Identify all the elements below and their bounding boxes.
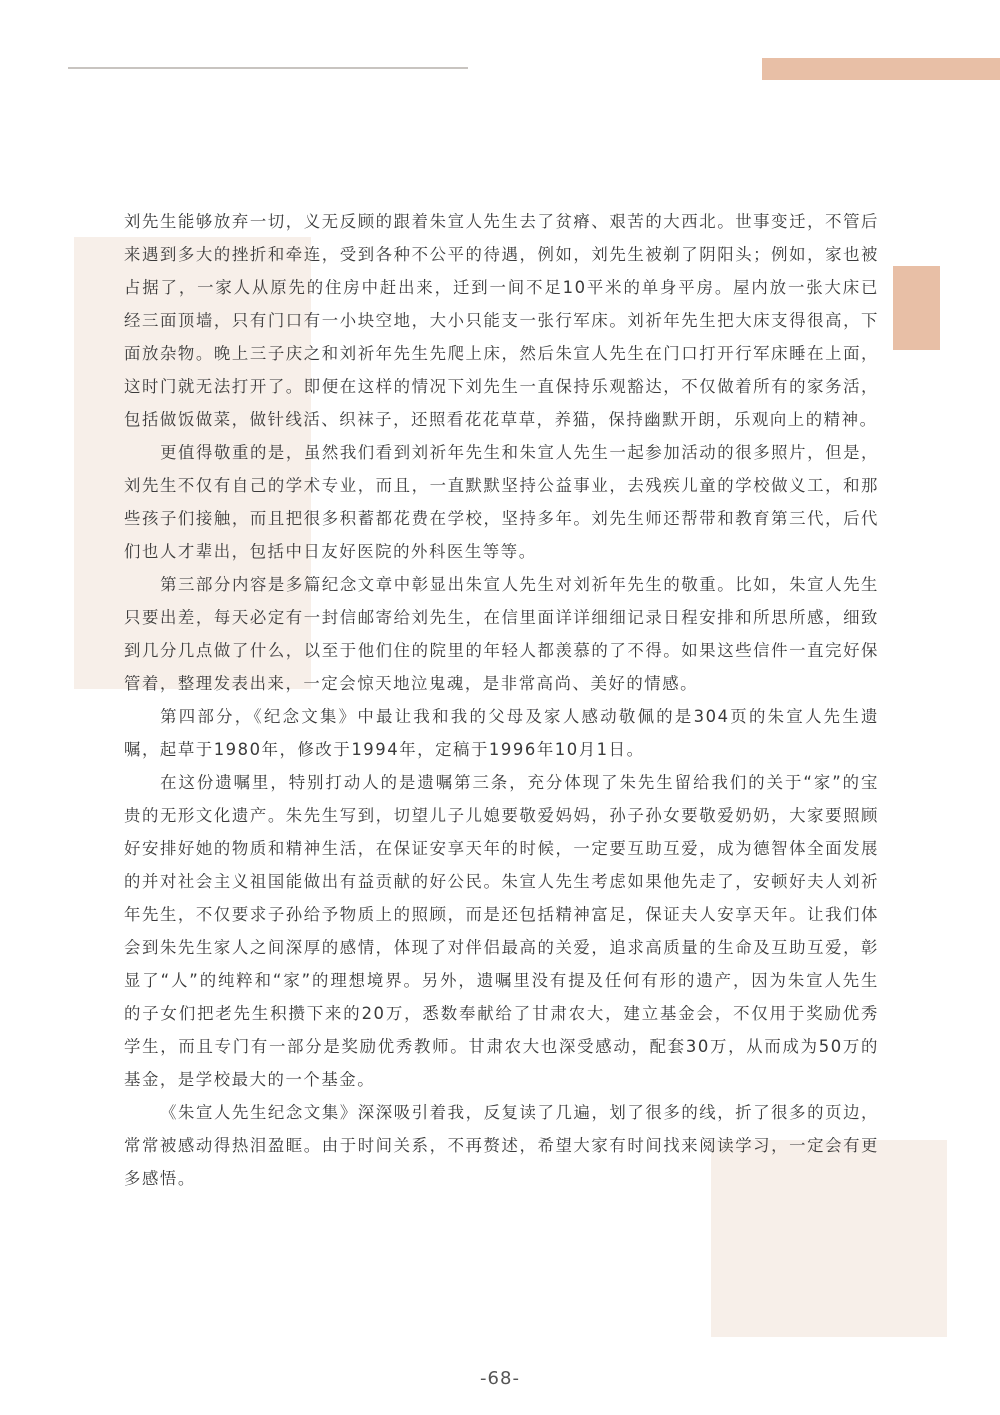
header-rule [68,67,468,69]
page-number: -68- [480,1368,520,1389]
header-accent-bar [762,58,1000,80]
paragraph: 《朱宣人先生纪念文集》深深吸引着我，反复读了几遍，划了很多的线，折了很多的页边，常常被感动得热泪盈眶。由于时间关系，不再赘述，希望大家有时间找来阅读学习，一定会有更多感悟。 [124,1103,879,1188]
paragraph: 在这份遗嘱里，特别打动人的是遗嘱第三条，充分体现了朱先生留给我们的关于“家”的宝贵的无形文化遗产。朱先生写到，切望儿子儿媳要敬爱妈妈，孙子孙女要敬爱奶奶，大家要照顾好安排好她的物质和精神生活，在保证安享天年的时候，一定要互助互爱，成为德智体全面发展的并对社会主义祖国能做出有益贡献的好公民。朱宣人先生考虑如果他先走了，安顿好夫人刘祈年先生，不仅要求子孙给予物质上的照顾，而是还包括精神富足，保证夫人安享天年。让我们体会到朱先生家人之间深厚的感情，体现了对伴侣最高的关爱，追求高质量的生命及互助互爱，彰显了“人”的纯粹和“家”的理想境界。另外，遗嘱里没有提及任何有形的遗产，因为朱宣人先生的子女们把老先生积攒下来的20万，悉数奉献给了甘肃农大，建立基金会，不仅用于奖励优秀学生，而且专门有一部分是奖励优秀教师。甘肃农大也深受感动，配套30万，从而成为50万的基金，是学校最大的一个基金。 [124,773,879,1089]
paragraph: 第三部分内容是多篇纪念文章中彰显出朱宣人先生对刘祈年先生的敬重。比如，朱宣人先生只要出差，每天必定有一封信邮寄给刘先生，在信里面详详细细记录日程安排和所思所感，细致到几分几点做了什么，以至于他们住的院里的年轻人都羡慕的了不得。如果这些信件一直完好保管着，整理发表出来，一定会惊天地泣鬼魂，是非常高尚、美好的情感。 [124,575,879,693]
article-body [124,205,879,1195]
side-accent-tab [893,266,940,350]
paragraph: 更值得敬重的是，虽然我们看到刘祈年先生和朱宣人先生一起参加活动的很多照片，但是，刘先生不仅有自己的学术专业，而且，一直默默坚持公益事业，去残疾儿童的学校做义工，和那些孩子们接触，而且把很多积蓄都花费在学校，坚持多年。刘先生师还帮带和教育第三代，后代们也人才辈出，包括中日友好医院的外科医生等等。 [124,443,879,561]
paragraph: 刘先生能够放弃一切，义无反顾的跟着朱宣人先生去了贫瘠、艰苦的大西北。世事变迁，不管后来遇到多大的挫折和牵连，受到各种不公平的待遇，例如，刘先生被剃了阴阳头；例如，家也被占据了，一家人从原先的住房中赶出来，迁到一间不足10平米的单身平房。屋内放一张大床已经三面顶墙，只有门口有一小块空地，大小只能支一张行军床。刘祈年先生把大床支得很高，下面放杂物。晚上三子庆之和刘祈年先生先爬上床，然后朱宣人先生在门口打开行军床睡在上面，这时门就无法打开了。即便在这样的情况下刘先生一直保持乐观豁达，不仅做着所有的家务活，包括做饭做菜，做针线活、织袜子，还照看花花草草，养猫，保持幽默开朗，乐观向上的精神。 [124,212,879,429]
paragraph: 第四部分，《纪念文集》中最让我和我的父母及家人感动敬佩的是304页的朱宣人先生遗嘱，起草于1980年，修改于1994年，定稿于1996年10月1日。 [124,707,879,759]
